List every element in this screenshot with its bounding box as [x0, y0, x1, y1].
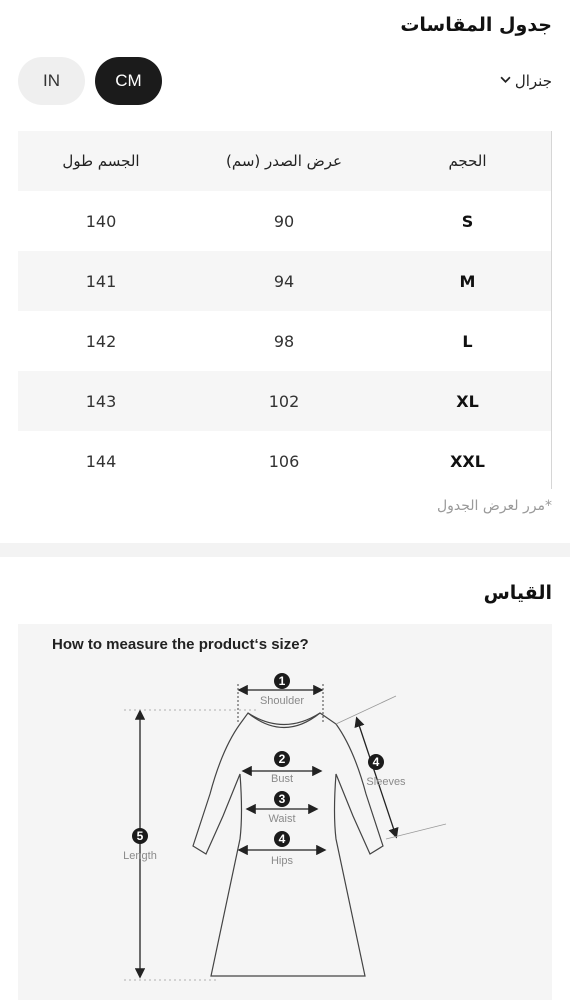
section-divider: [0, 543, 570, 557]
size-cell: XXL: [450, 451, 485, 471]
dress-outline-icon: [193, 713, 383, 976]
bust-cell: 106: [268, 451, 300, 471]
length-cell: 144: [85, 451, 117, 471]
unit-toggle: [18, 57, 162, 105]
badge-number: 4: [372, 755, 380, 769]
table-row: [18, 311, 552, 371]
bust-cell: 94: [273, 271, 295, 291]
bust-cell: 90: [273, 211, 295, 231]
badge-number: 4: [278, 832, 286, 846]
badge-number: 1: [278, 674, 286, 688]
measure-diagram: [18, 624, 552, 1000]
badge-number: 2: [278, 752, 286, 766]
table-row: [18, 431, 552, 491]
table-scroll-edge[interactable]: [551, 131, 552, 489]
table-row: [18, 371, 552, 431]
column-header-length: الجسم طول: [62, 152, 140, 170]
dress-illustration: [18, 624, 552, 1000]
bust-cell: 98: [273, 331, 295, 351]
measure-section-title: القياس: [483, 582, 552, 604]
size-cell: XL: [456, 391, 479, 411]
diagram-heading: How to measure the product‘s size?: [52, 636, 309, 653]
size-table: [18, 131, 552, 491]
region-dropdown[interactable]: [500, 72, 552, 90]
waist-label: Waist: [268, 813, 296, 825]
badge-number: 3: [278, 792, 286, 806]
unit-cm-button[interactable]: CM: [95, 57, 162, 105]
chevron-down-icon: [500, 74, 511, 88]
table-row: [18, 251, 552, 311]
length-cell: 141: [85, 271, 117, 291]
size-cell: L: [462, 331, 473, 351]
badge-number: 5: [136, 829, 144, 843]
column-header-size: الحجم: [448, 152, 487, 170]
length-cell: 142: [85, 331, 117, 351]
region-label: جنرال: [514, 72, 552, 90]
shoulder-label: Shoulder: [259, 695, 305, 707]
length-label: Length: [123, 850, 157, 862]
bust-cell: 102: [268, 391, 300, 411]
size-cell: S: [461, 211, 474, 231]
size-cell: M: [459, 271, 476, 291]
scroll-hint: *مرر لعرض الجدول: [436, 498, 552, 514]
column-header-bust: عرض الصدر (سم): [225, 152, 342, 170]
unit-in-button[interactable]: IN: [18, 57, 85, 105]
table-row: [18, 191, 552, 251]
sleeves-label: Sleeves: [366, 776, 406, 788]
table-header-row: [18, 131, 552, 191]
page-title: جدول المقاسات: [400, 14, 552, 36]
bust-label: Bust: [270, 773, 294, 785]
length-cell: 143: [85, 391, 117, 411]
length-cell: 140: [85, 211, 117, 231]
hips-label: Hips: [270, 855, 294, 867]
